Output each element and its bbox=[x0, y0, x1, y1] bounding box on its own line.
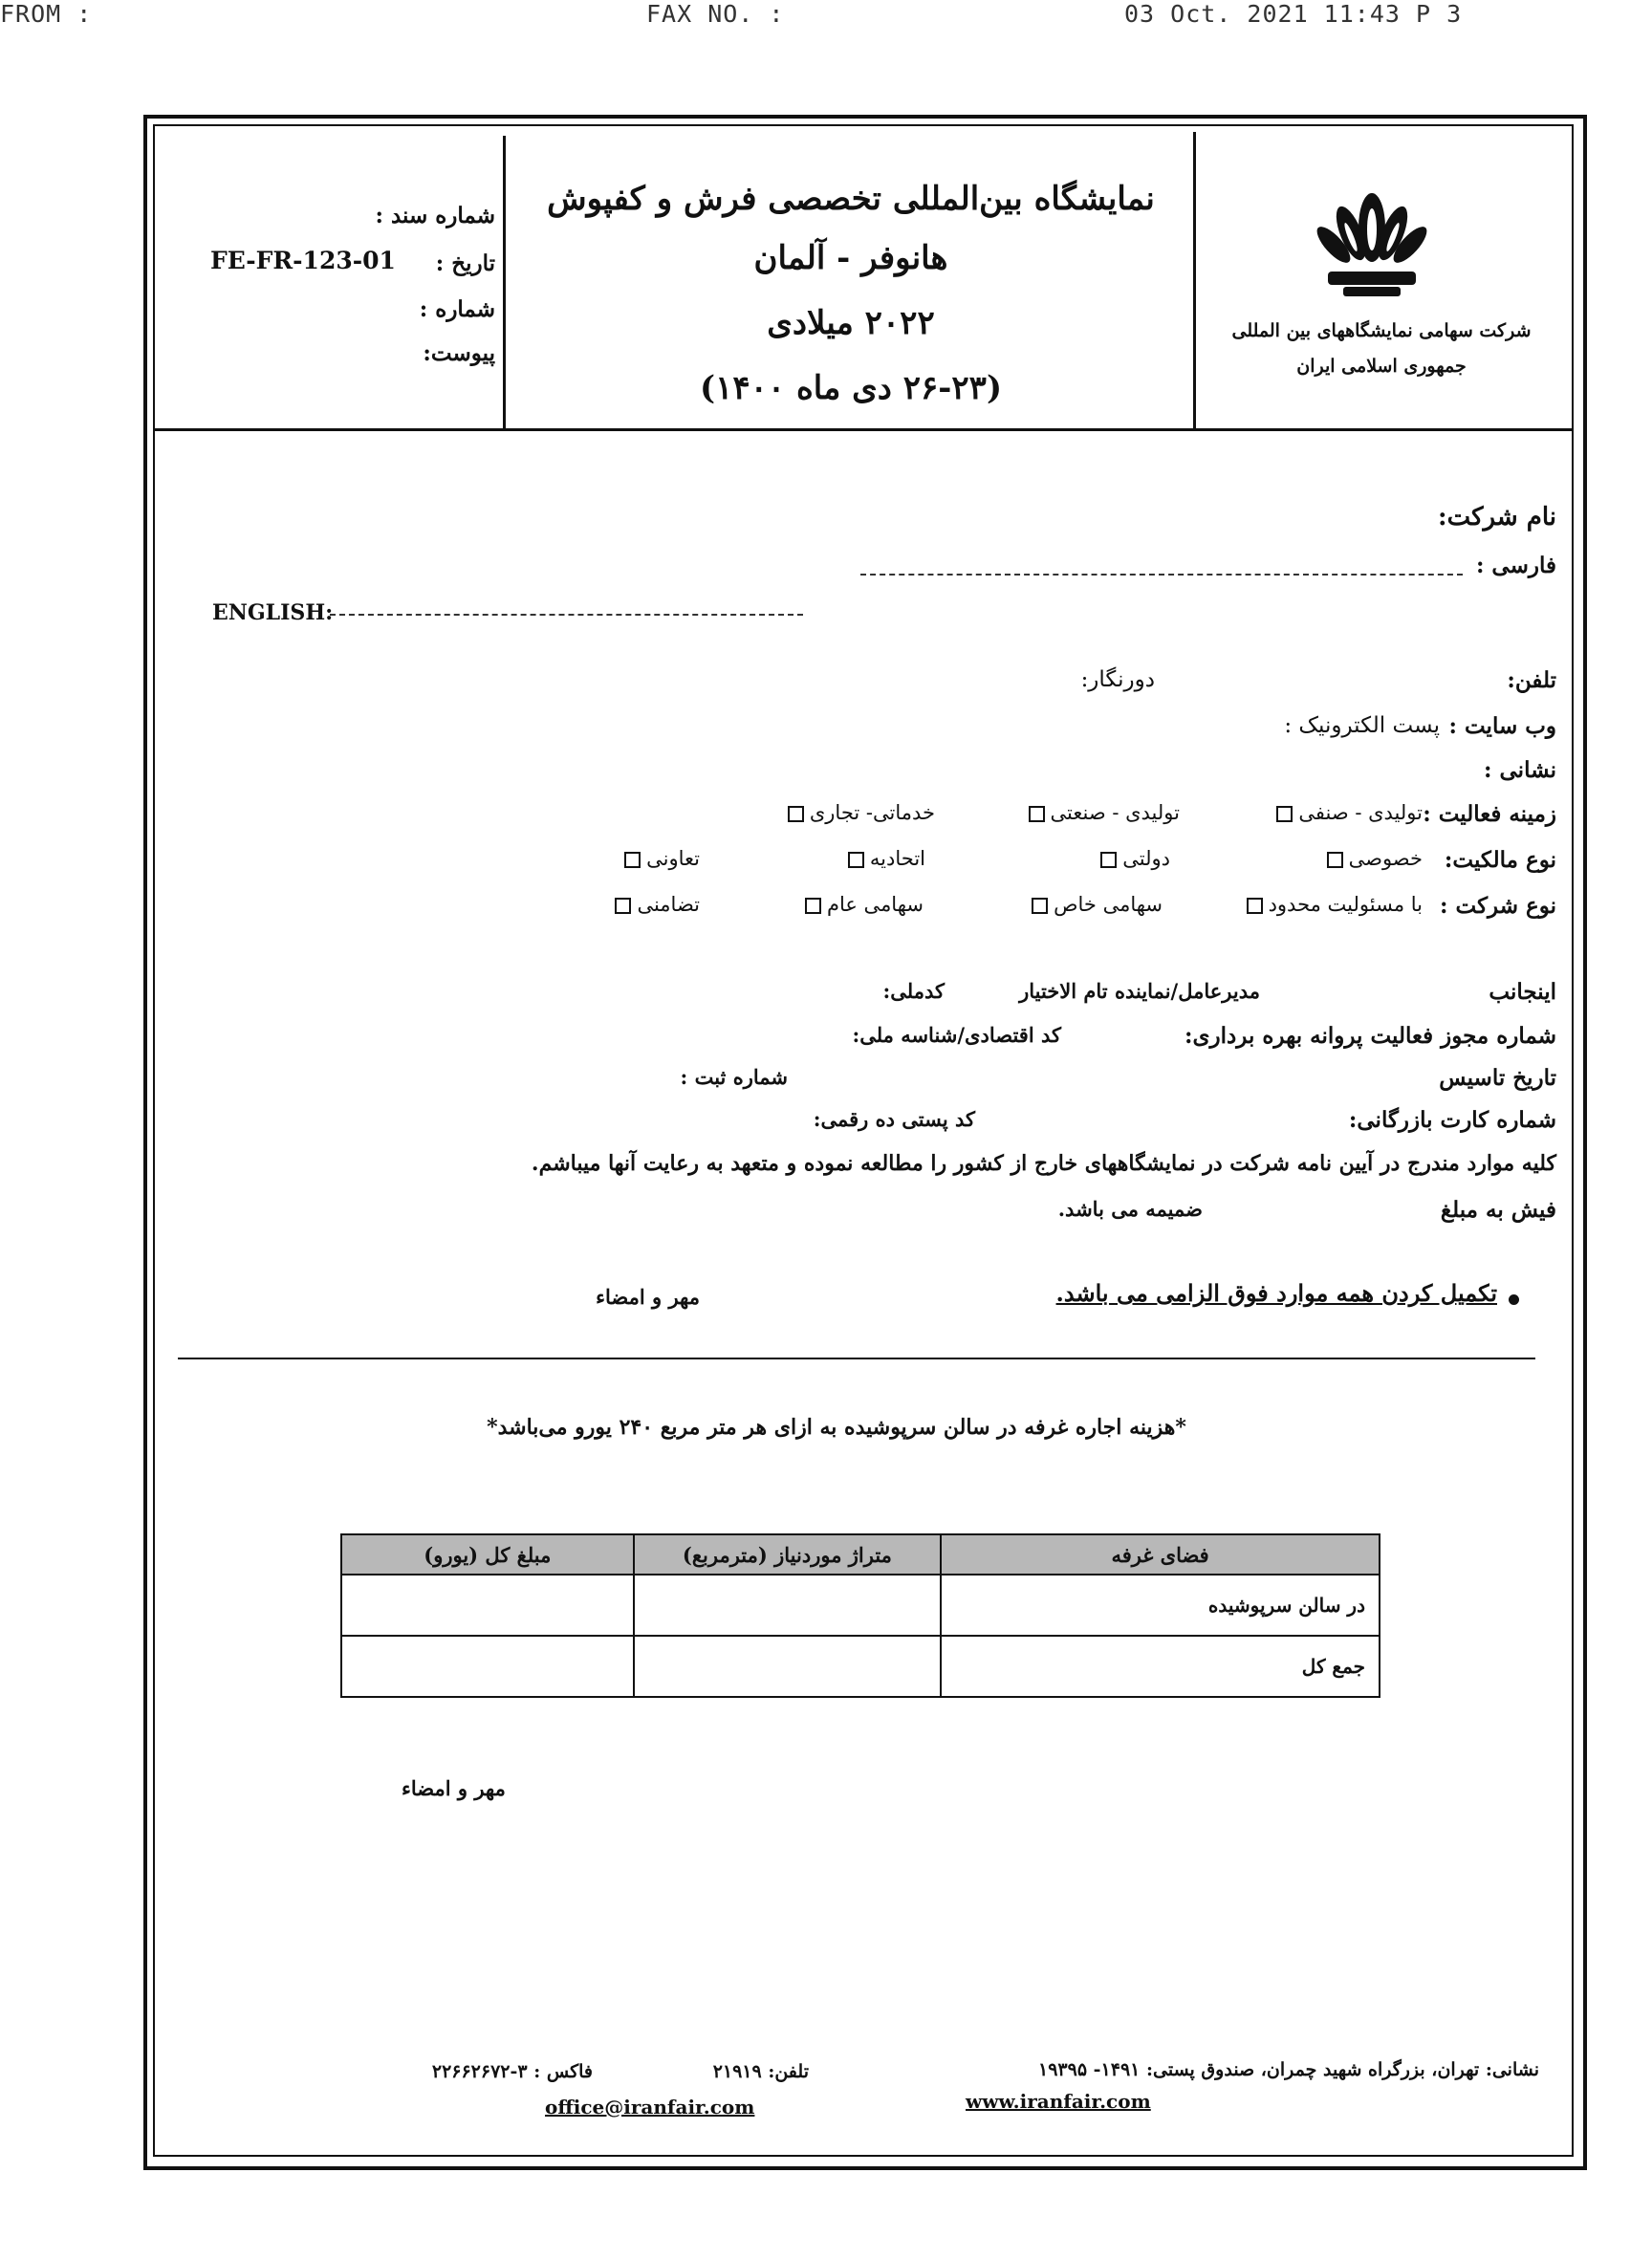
company-type-option-partnership[interactable] bbox=[609, 893, 700, 916]
company-type-option-public-joint-label: سهامی عام bbox=[826, 893, 924, 916]
activity-option-guild-label: تولیدی - صنفی bbox=[1298, 801, 1423, 824]
fax-number-label: FAX NO. : bbox=[646, 0, 785, 28]
commitment-text: کلیه موارد مندرج در آیین نامه شرکت در نمایشگاههای خارج از کشور را مطالعه نموده و متعهد به رعایت آنها میباشم. bbox=[531, 1151, 1556, 1176]
cell-grand-total-area-input[interactable] bbox=[634, 1636, 942, 1697]
checkbox-icon[interactable] bbox=[1032, 898, 1048, 914]
fax-datetime: 03 Oct. 2021 11:43 P 3 bbox=[1124, 0, 1463, 28]
org-name-line1: شرکت سهامی نمایشگاههای بین المللی bbox=[1231, 320, 1532, 341]
col-header-booth-space: فضای غرفه bbox=[941, 1534, 1380, 1575]
fee-note: *هزینه اجاره غرفه در سالن سرپوشیده به ازای هر متر مربع ۲۴۰ یورو می‌باشد* bbox=[487, 1415, 1186, 1440]
fax-label: دورنگار: bbox=[1080, 667, 1155, 692]
cell-grand-total-amount-input[interactable] bbox=[341, 1636, 634, 1697]
col-header-total-amount: مبلغ کل (یورو) bbox=[341, 1534, 634, 1575]
event-title-line2: هانوفر - آلمان bbox=[753, 239, 948, 277]
fax-from-label: FROM : bbox=[0, 0, 93, 28]
phone-label: تلفن: bbox=[1507, 667, 1556, 693]
cell-grand-total-label: جمع کل bbox=[941, 1636, 1380, 1697]
doc-attachment-label: پیوست: bbox=[423, 340, 495, 366]
ownership-option-union[interactable] bbox=[842, 847, 925, 870]
company-type-option-private-joint[interactable] bbox=[1026, 893, 1163, 916]
company-type-label: نوع شرکت : bbox=[1439, 893, 1556, 919]
activity-label: زمینه فعالیت : bbox=[1423, 801, 1556, 827]
section-divider bbox=[178, 1358, 1535, 1359]
ownership-option-union-label: اتحادیه bbox=[869, 847, 925, 870]
checkbox-icon[interactable] bbox=[805, 898, 821, 914]
company-type-option-llc[interactable] bbox=[1241, 893, 1423, 916]
mandatory-note: تکمیل کردن همه موارد فوق الزامی می باشد. bbox=[1055, 1279, 1497, 1307]
header-divider-right bbox=[1193, 132, 1196, 430]
cell-total-amount-input[interactable] bbox=[341, 1575, 634, 1636]
activity-option-service-label: خدماتی- تجاری bbox=[809, 801, 935, 824]
company-name-label: نام شرکت: bbox=[1438, 503, 1556, 532]
doc-number-label: شماره سند : bbox=[375, 203, 495, 228]
activity-option-service[interactable] bbox=[782, 801, 935, 824]
event-title-line1: نمایشگاه بین‌المللی تخصصی فرش و کفپوش bbox=[547, 180, 1155, 218]
doc-date-label: تاریخ : bbox=[435, 250, 495, 276]
national-code-label: کدملی: bbox=[882, 979, 945, 1003]
seal-signature-label: مهر و امضاء bbox=[596, 1285, 700, 1309]
ownership-option-governmental[interactable] bbox=[1095, 847, 1170, 870]
ceo-label: مدیرعامل/نماینده تام الاختیار bbox=[1019, 979, 1260, 1003]
english-name-field[interactable] bbox=[330, 614, 803, 616]
checkbox-icon[interactable] bbox=[788, 806, 804, 822]
footer-address: نشانی: تهران، بزرگراه شهید چمران، صندوق پستی: ۱۴۹۱- ۱۹۳۹۵ bbox=[1038, 2059, 1539, 2080]
company-type-option-llc-label: با مسئولیت محدود bbox=[1268, 893, 1423, 916]
checkbox-icon[interactable] bbox=[848, 852, 864, 868]
table-header-row bbox=[341, 1534, 1380, 1575]
ownership-option-cooperative-label: تعاونی bbox=[646, 847, 700, 870]
event-title-line4: (۲۶-۲۳ دی ماه ۱۴۰۰) bbox=[699, 369, 1003, 407]
header-divider-left bbox=[503, 136, 506, 430]
receipt-label: فیش به مبلغ bbox=[1440, 1197, 1556, 1223]
checkbox-icon[interactable] bbox=[615, 898, 631, 914]
checkbox-icon[interactable] bbox=[624, 852, 641, 868]
checkbox-icon[interactable] bbox=[1247, 898, 1263, 914]
checkbox-icon[interactable] bbox=[1029, 806, 1045, 822]
seal-signature-label-2: مهر و امضاء bbox=[402, 1776, 506, 1800]
attached-label: ضمیمه می باشد. bbox=[1057, 1197, 1203, 1221]
company-type-option-partnership-label: تضامنی bbox=[637, 893, 700, 916]
website-label: وب سایت : bbox=[1448, 713, 1556, 739]
cell-booth-space: در سالن سرپوشیده bbox=[941, 1575, 1380, 1636]
postal-code-label: کد پستی ده رقمی: bbox=[813, 1107, 975, 1131]
org-logo-icon bbox=[1315, 170, 1429, 304]
checkbox-icon[interactable] bbox=[1327, 852, 1343, 868]
registration-label: شماره ثبت : bbox=[680, 1065, 788, 1089]
license-label: شماره مجوز فعالیت پروانه بهره برداری: bbox=[1185, 1023, 1556, 1049]
farsi-name-field[interactable] bbox=[860, 574, 1463, 576]
doc-serial-label: شماره : bbox=[419, 296, 495, 322]
checkbox-icon[interactable] bbox=[1100, 852, 1117, 868]
farsi-label: فارسی : bbox=[1475, 553, 1556, 578]
undersigned-label: اینجانب bbox=[1489, 979, 1556, 1005]
address-label: نشانی : bbox=[1484, 757, 1556, 783]
english-label: ENGLISH: bbox=[212, 600, 334, 625]
org-name-line2: جمهوری اسلامی ایران bbox=[1296, 356, 1467, 377]
ownership-option-private[interactable] bbox=[1321, 847, 1423, 870]
header-bottom-divider bbox=[153, 428, 1572, 431]
email-label: پست الکترونیک : bbox=[1284, 713, 1440, 738]
ownership-option-cooperative[interactable] bbox=[619, 847, 700, 870]
col-header-required-area: متراژ موردنیاز (مترمربع) bbox=[634, 1534, 942, 1575]
footer-fax: فاکس : ۳-۲۲۶۶۲۶۷۲ bbox=[431, 2061, 593, 2082]
checkbox-icon[interactable] bbox=[1276, 806, 1293, 822]
ownership-label: نوع مالکیت: bbox=[1444, 847, 1556, 873]
established-label: تاریخ تاسیس bbox=[1439, 1065, 1556, 1091]
commerce-card-label: شماره کارت بازرگانی: bbox=[1348, 1107, 1556, 1133]
booth-fee-table bbox=[340, 1533, 1380, 1698]
company-type-option-public-joint[interactable] bbox=[799, 893, 924, 916]
doc-number-value: FE-FR-123-01 bbox=[210, 247, 396, 274]
ownership-option-private-label: خصوصی bbox=[1348, 847, 1423, 870]
table-row bbox=[341, 1575, 1380, 1636]
activity-option-industrial[interactable] bbox=[1023, 801, 1180, 824]
cell-required-area-input[interactable] bbox=[634, 1575, 942, 1636]
economic-code-label: کد اقتصادی/شناسه ملی: bbox=[852, 1023, 1061, 1047]
bullet-icon bbox=[1509, 1294, 1519, 1305]
company-type-option-private-joint-label: سهامی خاص bbox=[1054, 893, 1163, 916]
event-title-line3: ۲۰۲۲ میلادی bbox=[767, 304, 935, 342]
footer-phone: تلفن: ۲۱۹۱۹ bbox=[712, 2061, 809, 2082]
footer-website-link[interactable]: www.iranfair.com bbox=[966, 2090, 1151, 2113]
activity-option-guild[interactable] bbox=[1271, 801, 1423, 824]
activity-option-industrial-label: تولیدی - صنعتی bbox=[1050, 801, 1180, 824]
ownership-option-governmental-label: دولتی bbox=[1122, 847, 1170, 870]
table-row bbox=[341, 1636, 1380, 1697]
footer-email-link[interactable]: office@iranfair.com bbox=[545, 2096, 755, 2119]
